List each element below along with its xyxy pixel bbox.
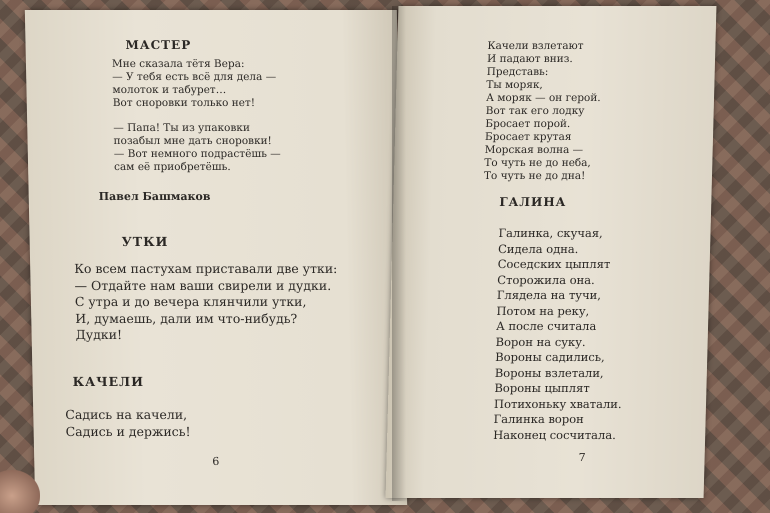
poem-line: И падают вниз.	[486, 53, 573, 65]
poem-line: Качели взлетают	[487, 40, 584, 52]
poem-line: сам её приобретёшь.	[113, 161, 231, 173]
page-number-left: 6	[212, 455, 220, 468]
poem-line: Вот так его лодку	[485, 105, 585, 117]
poem-line: Бросает порой.	[485, 118, 571, 130]
poem-line: Садись на качели,	[65, 407, 188, 422]
poem-line: Потихоньку хватали.	[493, 396, 622, 411]
poem-line: Галинка ворон	[493, 412, 584, 426]
poem-line: Вороны садились,	[495, 350, 605, 364]
poem-line: И, думаешь, дали им что-нибудь?	[75, 310, 298, 326]
poem-line: А после считала	[495, 319, 597, 333]
poem-title-utki: УТКИ	[121, 234, 169, 249]
poem-line: Сидела одна.	[497, 241, 579, 256]
poem-line: Вот сноровки только нет!	[112, 97, 256, 109]
poem-line: Ко всем пастухам приставали две утки:	[74, 261, 338, 276]
poem-title-galina: ГАЛИНА	[499, 195, 567, 209]
poem-line: С утра и до вечера клянчили утки,	[74, 294, 307, 309]
poem-line: Морская волна —	[484, 144, 584, 156]
poem-line: Садись и держись!	[65, 423, 191, 439]
poem-line: Ты моряк,	[486, 79, 543, 91]
poem-line: Наконец сосчитала.	[493, 427, 617, 442]
poem-line: Потом на реку,	[496, 303, 590, 318]
poem-line: позабыл мне дать сноровки!	[113, 135, 272, 147]
poem-title-master: МАСТЕР	[125, 38, 192, 52]
poem-line: А моряк — он герой.	[485, 92, 601, 104]
poem-line: То чуть не до дна!	[483, 170, 586, 182]
poem-line: Ворон на суку.	[495, 334, 586, 349]
poem-line: Дудки!	[75, 327, 123, 342]
poem-line: Бросает крутая	[484, 131, 572, 143]
poem-line: — Папа! Ты из упаковки	[113, 122, 251, 134]
poem-line: Вороны взлетали,	[494, 365, 604, 380]
poem-line: Мне сказала тётя Вера:	[111, 58, 245, 70]
poem-line: — Вот немного подрастёшь —	[113, 148, 281, 160]
book-spine-shadow	[392, 6, 406, 501]
finger	[0, 470, 40, 513]
author-name: Павел Башмаков	[98, 190, 211, 203]
poem-line: Соседских цыплят	[497, 257, 611, 271]
poem-line: То чуть не до неба,	[484, 157, 591, 169]
poem-line: Сторожила она.	[497, 272, 595, 287]
poem-line: Представь:	[486, 66, 549, 78]
poem-title-kacheli: КАЧЕЛИ	[72, 374, 145, 389]
poem-line: — Отдайте нам ваши свирели и дудки.	[74, 277, 332, 293]
right-page	[386, 6, 717, 498]
left-page	[25, 10, 407, 505]
page-number-right: 7	[578, 451, 586, 464]
poem-line: Галинка, скучая,	[498, 226, 603, 240]
poem-line: Глядела на тучи,	[496, 288, 602, 302]
poem-line: молоток и табурет…	[112, 84, 227, 96]
poem-line: Вороны цыплят	[494, 381, 590, 395]
poem-line: — У тебя есть всё для дела —	[112, 71, 277, 83]
